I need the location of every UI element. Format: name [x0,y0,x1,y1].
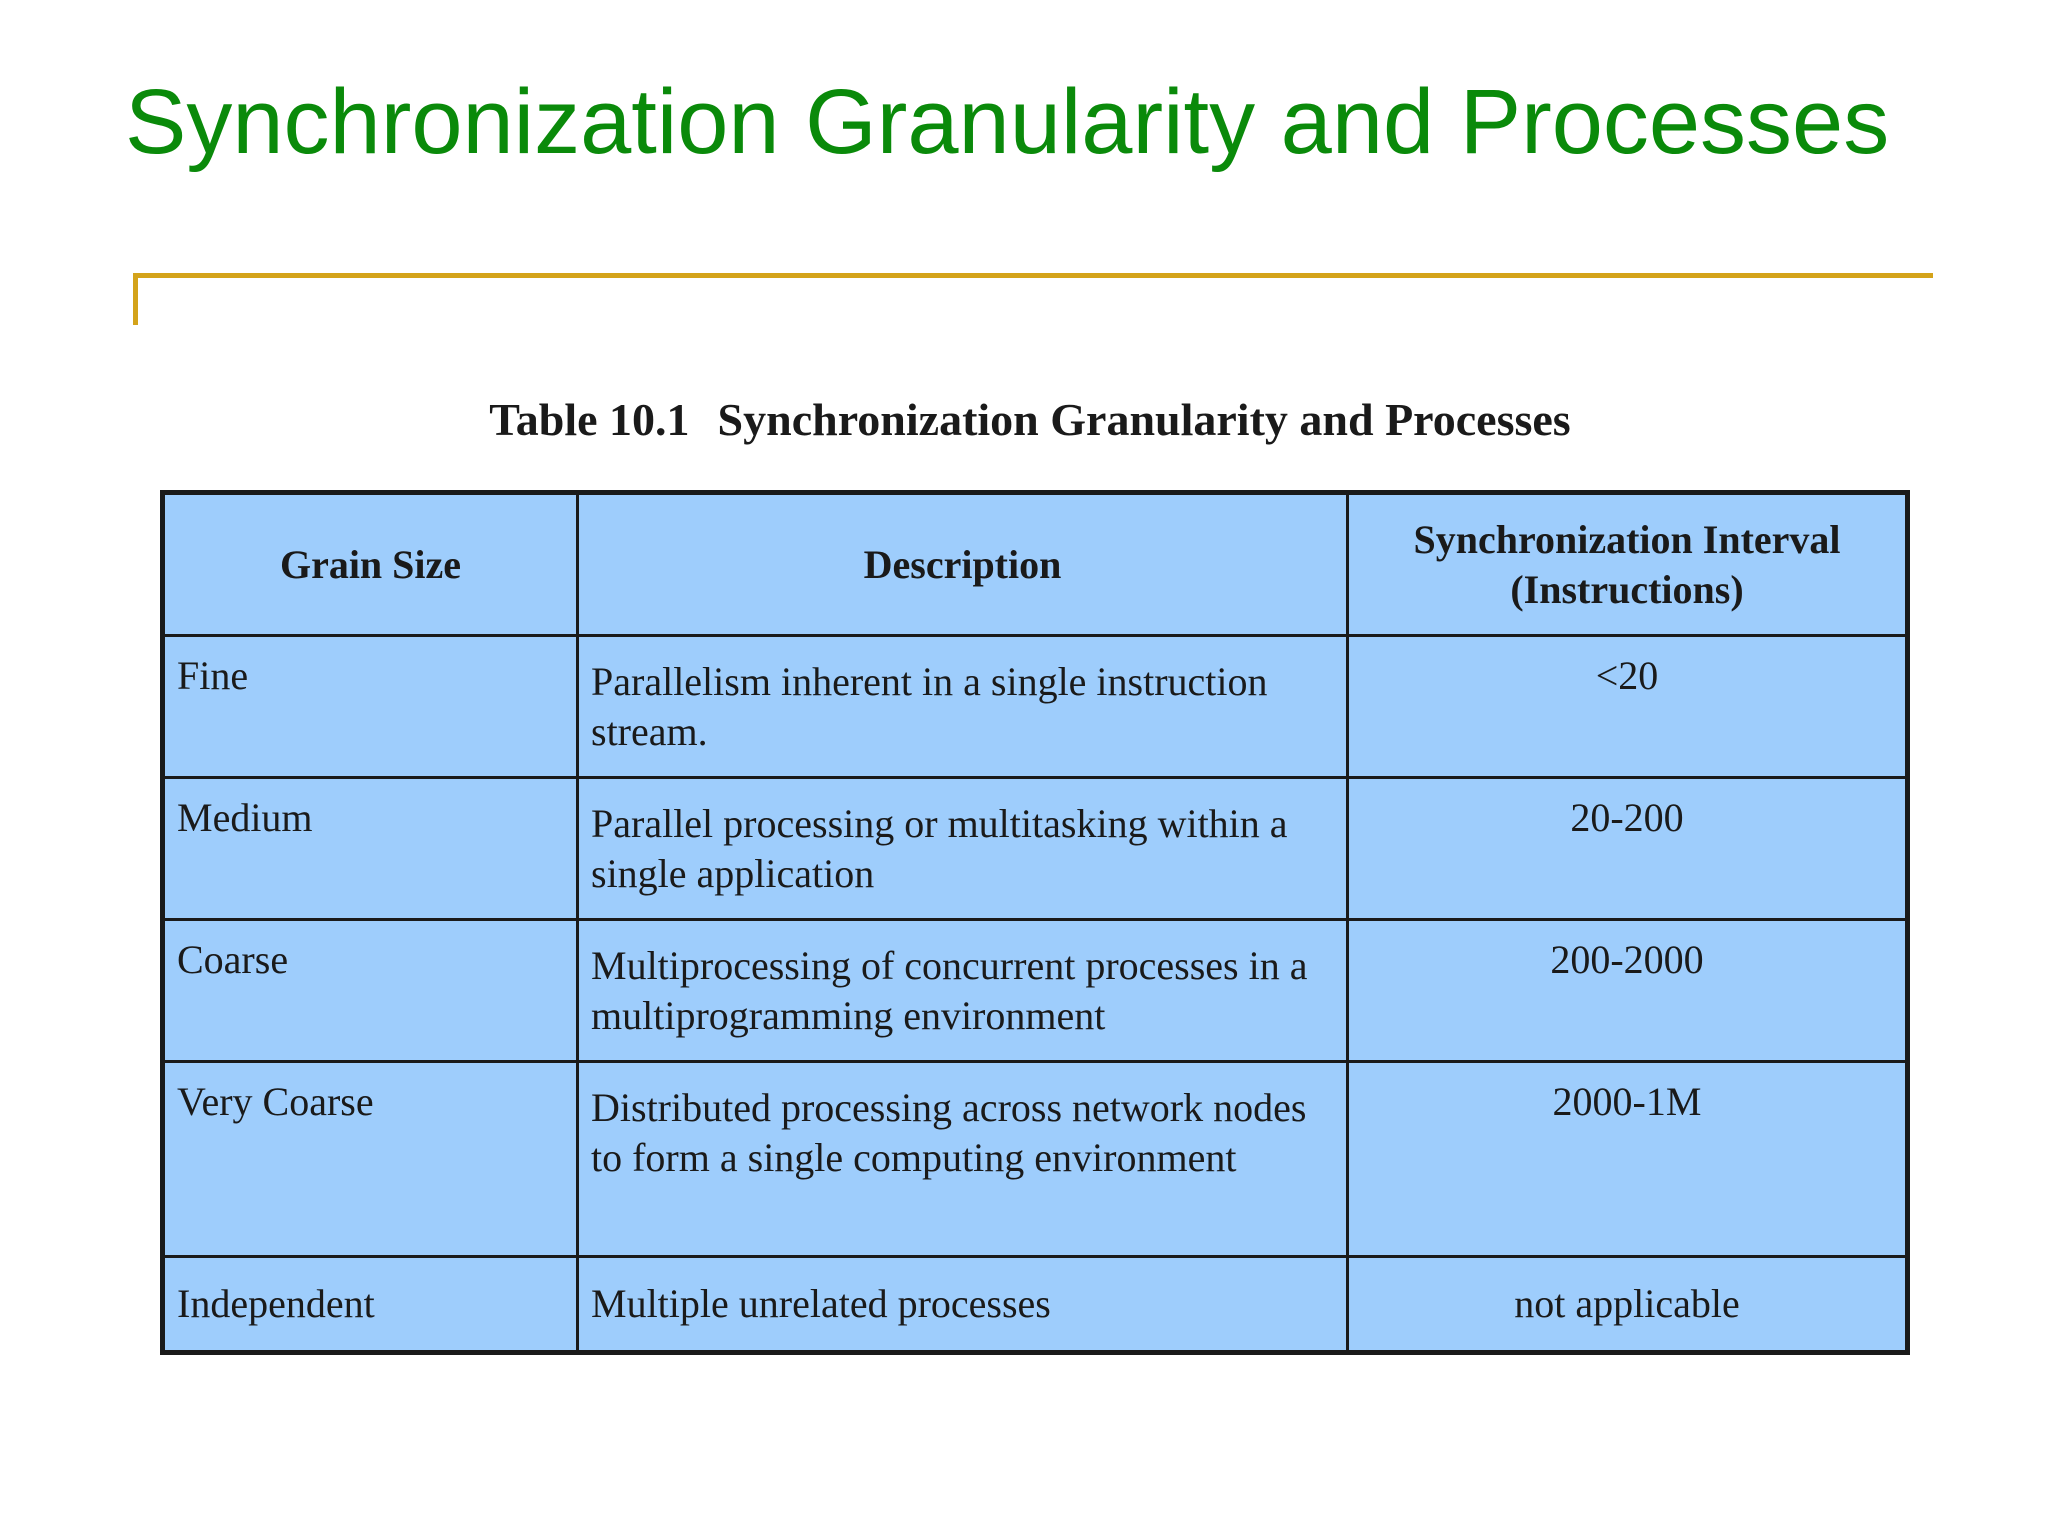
cell-grain-size: Coarse [163,920,578,1062]
header-sync-interval [1348,493,1908,636]
header-grain-size: Grain Size [163,493,578,636]
table-row [163,636,1908,778]
header-description: Description [578,493,1348,636]
cell-description: Parallel processing or multitasking within a single application [578,778,1348,920]
title-divider-tick [133,273,138,325]
cell-sync-interval: 200-2000 [1348,920,1908,1062]
header-sync-interval-line2: (Instructions) [1510,566,1744,612]
cell-sync-interval: 2000-1M [1348,1062,1908,1257]
slide-title: Synchronization Granularity and Processes [125,71,1890,173]
cell-description: Multiple unrelated processes [578,1257,1348,1353]
table-caption-text: Synchronization Granularity and Processes [717,394,1571,445]
cell-grain-size: Fine [163,636,578,778]
cell-description: Distributed processing across network nodes to form a single computing environment [578,1062,1348,1257]
table-row [163,1257,1908,1353]
cell-sync-interval: 20-200 [1348,778,1908,920]
table-row [163,920,1908,1062]
cell-grain-size: Very Coarse [163,1062,578,1257]
granularity-table [160,490,1910,1355]
table-row [163,1062,1908,1257]
cell-description: Parallelism inherent in a single instruction stream. [578,636,1348,778]
table-header-row [163,493,1908,636]
table-caption [160,392,1900,447]
table-row [163,778,1908,920]
cell-sync-interval: <20 [1348,636,1908,778]
cell-description: Multiprocessing of concurrent processes in a multiprogramming environment [578,920,1348,1062]
table-caption-label: Table 10.1 [489,394,690,445]
cell-grain-size: Independent [163,1257,578,1353]
cell-sync-interval: not applicable [1348,1257,1908,1353]
cell-grain-size: Medium [163,778,578,920]
title-divider [133,273,1933,278]
header-sync-interval-line1: Synchronization Interval [1413,516,1841,562]
